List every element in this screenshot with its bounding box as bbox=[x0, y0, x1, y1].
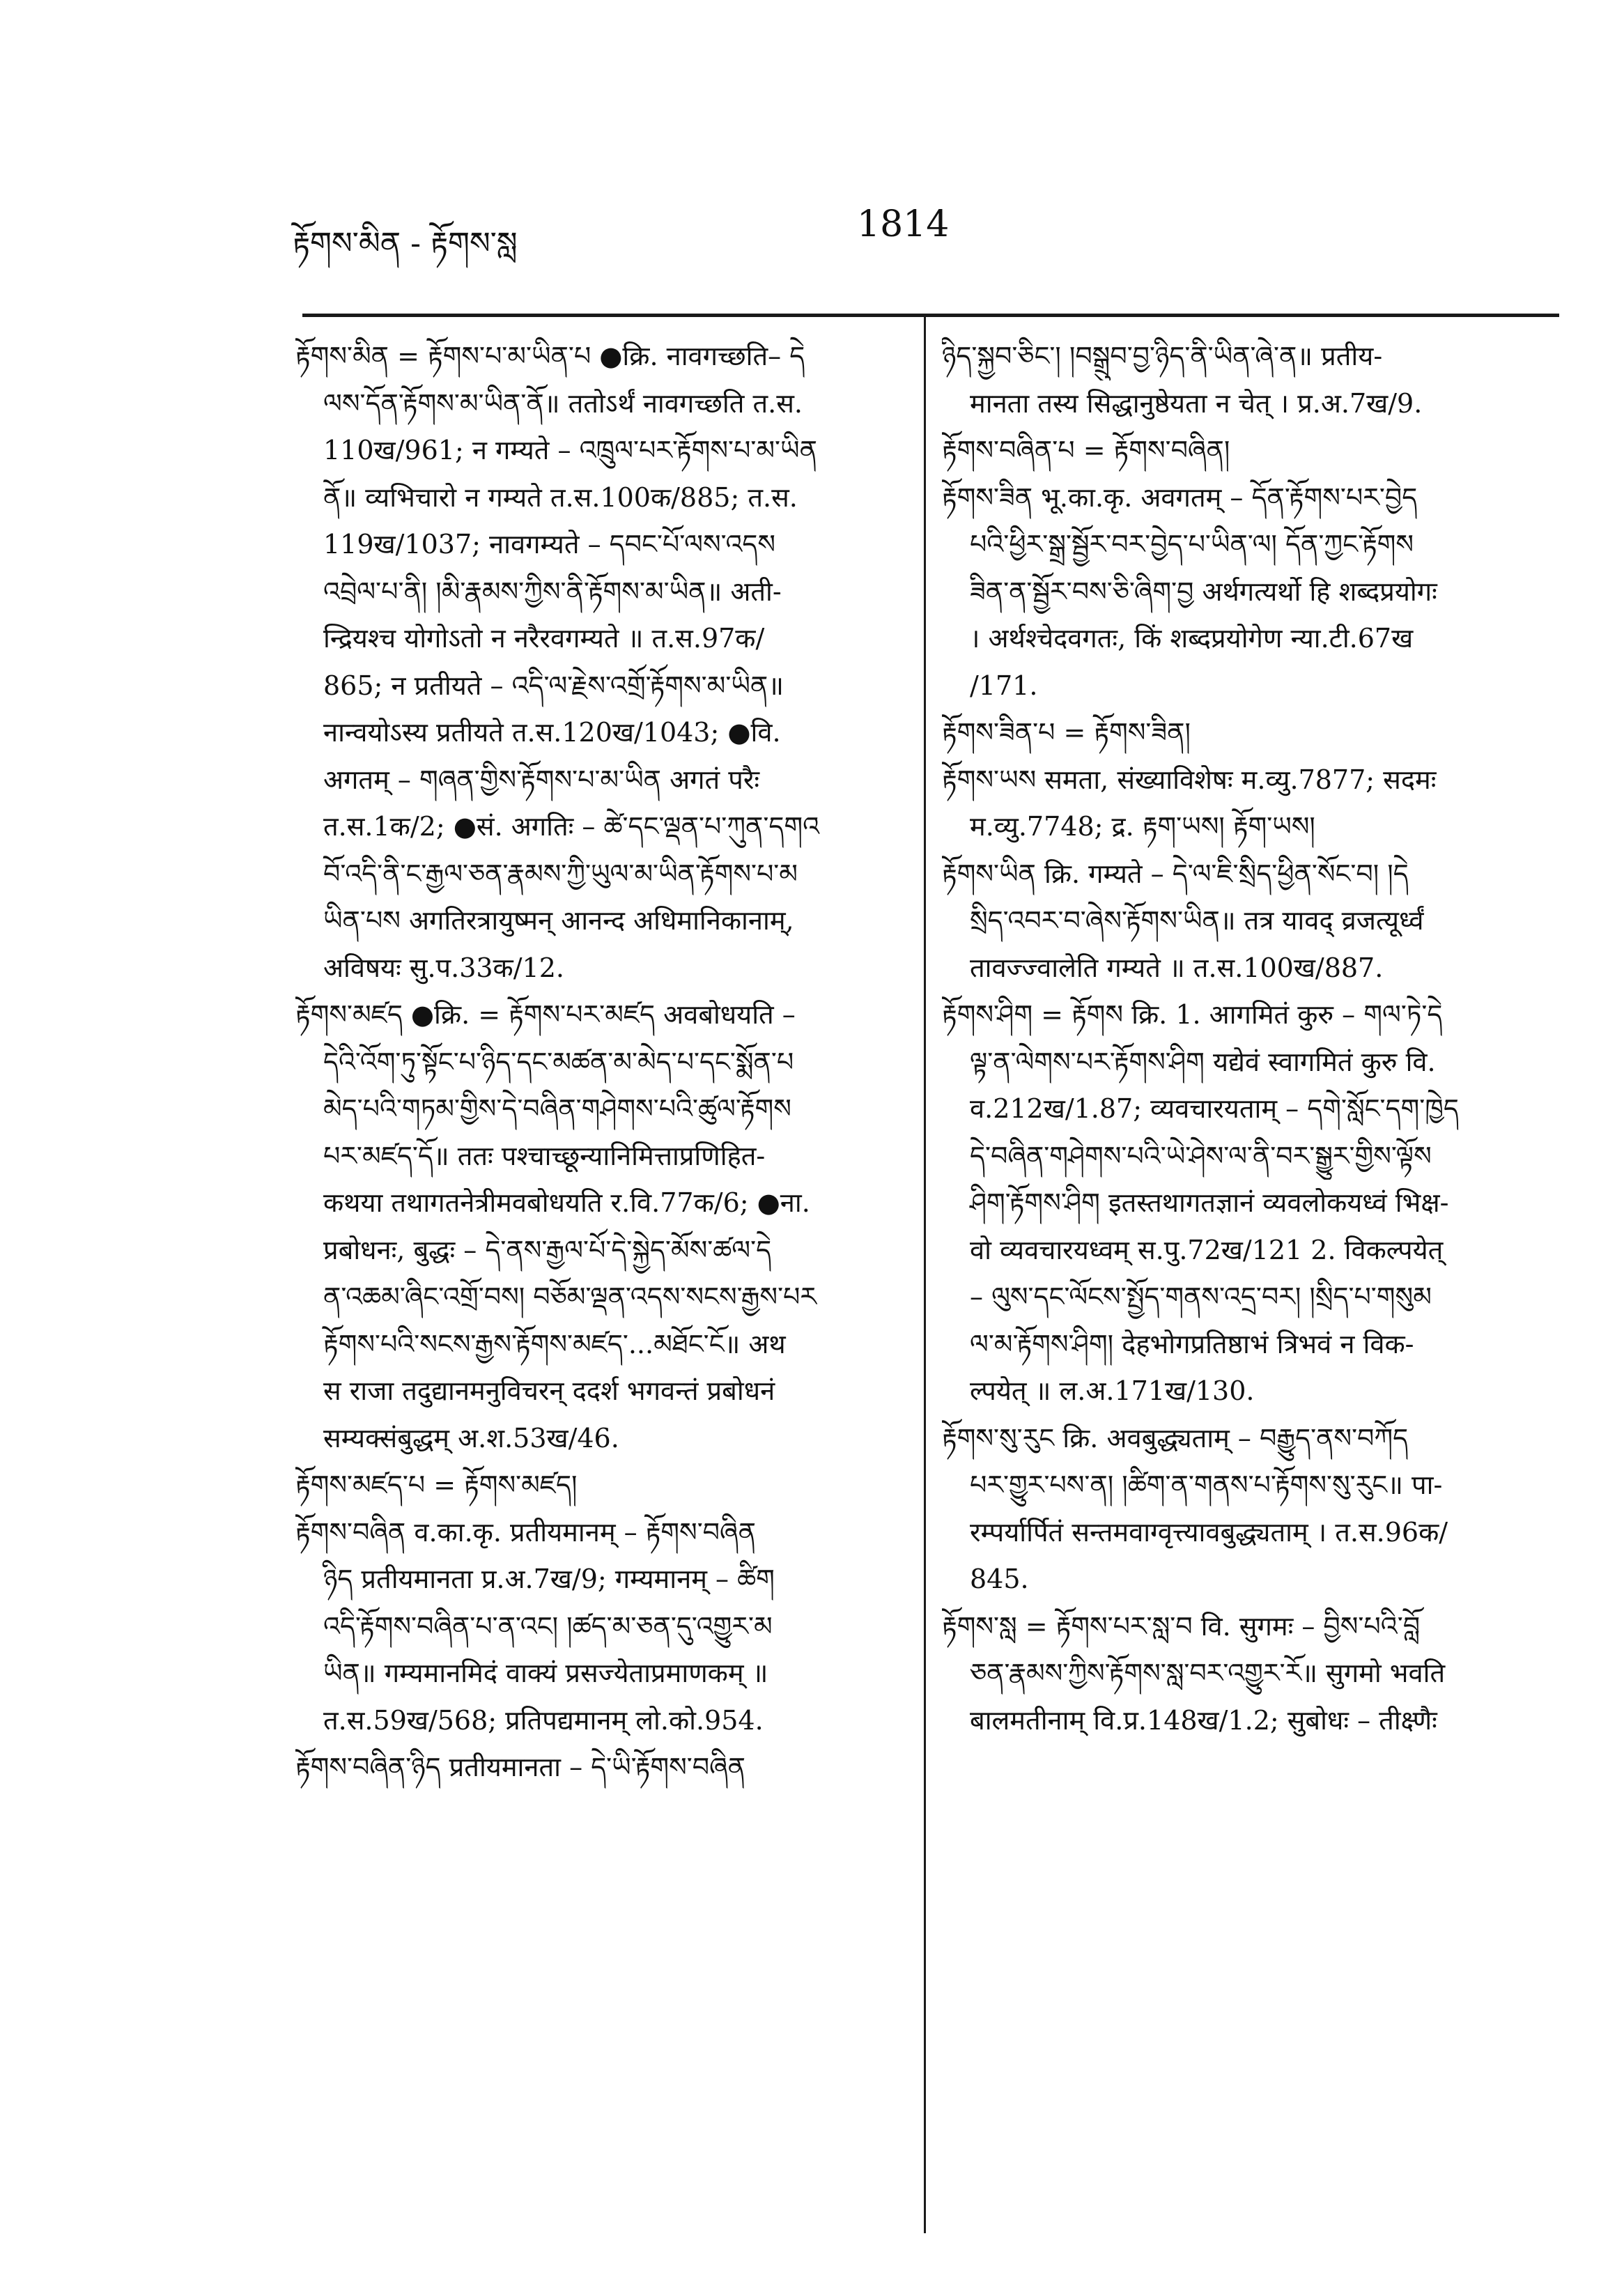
entry-line: प्रबोधनः, बुद्धः – དེ་ནས་རྒྱལ་པོ་དེ་སྐྱེད་མོས་ཚལ་དེ bbox=[323, 1234, 772, 1265]
entry-line: ལ་མ་རྟོགས་ཤིག། देहभोगप्रतिष्ठाभं त्रिभवं न विक- bbox=[970, 1328, 1414, 1359]
entry-line: वो व्यवचारयध्वम् स.पु.72ख/121 2. विकल्पयेत् bbox=[970, 1234, 1444, 1265]
entry-line: सम्यक्संबुद्धम् अ.श.53ख/46. bbox=[323, 1422, 619, 1454]
entry-line: ལྟ་ན་ལེགས་པར་རྟོགས་ཤིག यद्येवं स्वागमितं कुरु वि. bbox=[970, 1046, 1436, 1077]
entry-line: /171. bbox=[970, 670, 1038, 701]
entry-line: པའི་ཕྱིར་སྒྲ་སྦྱོར་བར་བྱེད་པ་ཡིན་ལ། དོན་ཀྱང་རྟོགས bbox=[970, 529, 1414, 560]
entry-headline: རྟོགས་ཤིག = རྟོགས क्रि. 1. आगमितं कुरु – གལ་ཏེ་དེ bbox=[942, 999, 1443, 1030]
entry-line: – ལུས་དང་ལོངས་སྤྱོད་གནས་འདྲ་བར། །སྲིད་པ་གསུམ bbox=[970, 1281, 1432, 1312]
column-divider bbox=[924, 317, 926, 2233]
dictionary-entry bbox=[942, 427, 1562, 475]
entry-line: तावज्ज्वालेति गम्यते ॥ त.स.100ख/887. bbox=[970, 952, 1384, 983]
entry-line: དེའི་འོག་ཏུ་སྟོང་པ་ཉིད་དང་མཚན་མ་མེད་པ་དང་སྨོན་པ bbox=[323, 1046, 794, 1077]
entry-line: ཡིན་པས अगतिरत्रायुष्मन् आनन्द अधिमानिकानाम्, bbox=[323, 905, 794, 936]
entry-line: དེ་བཞིན་གཤེགས་པའི་ཡེ་ཤེས་ལ་ནི་བར་སྒྱུར་གྱིས་ལྟོས bbox=[970, 1140, 1432, 1171]
entry-line: त.स.59ख/568; प्रतिपद्यमानम् लो.को.954. bbox=[323, 1704, 764, 1736]
dictionary-entry bbox=[942, 333, 1562, 427]
entry-line: म.व्यु.7748; द्र. རྟག་ཡས། རྟོག་ཡས། bbox=[970, 811, 1315, 842]
dictionary-entry bbox=[295, 1462, 908, 1509]
entry-line: འདི་རྟོགས་བཞིན་པ་ན་འང། །ཚད་མ་ཅན་དུ་འགྱུར་མ bbox=[323, 1610, 773, 1642]
entry-line: मानता तस्य सिद्धानुष्ठेयता न चेत् । प्र.अ.7ख/9. bbox=[970, 387, 1423, 419]
entry-line: ཟིན་ན་སྦྱོར་བས་ཅི་ཞིག་བྱ अर्थगत्यर्थो हि शब्दप्रयोगः bbox=[970, 576, 1437, 607]
entry-line: 845. bbox=[970, 1564, 1029, 1594]
entry-headline: རྟོགས་ཡིན क्रि. गम्यते – དེ་ལ་ཇི་སྲིད་ཕྱིན་སོང་བ། །དེ bbox=[942, 858, 1409, 889]
dictionary-entry bbox=[295, 992, 908, 1462]
entry-line: པར་མཛད་དོ॥ ततः पश्चाच्छून्यानिमित्ताप्रणिहित- bbox=[323, 1140, 766, 1171]
entry-line: 119ख/1037; नावगम्यते – དབང་པོ་ལས་འདས bbox=[323, 529, 776, 560]
entry-line: ཡིན॥ गम्यमानमिदं वाक्यं प्रसज्येताप्रमाणकम् ॥ bbox=[323, 1658, 768, 1688]
dictionary-entry bbox=[942, 709, 1562, 757]
entry-line: ཅན་རྣམས་ཀྱིས་རྟོགས་སླ་བར་འགྱུར་རོ॥ सुगमो भवति bbox=[970, 1658, 1446, 1688]
entry-headline: རྟོགས་ཟིན་པ = རྟོགས་ཟིན། bbox=[942, 717, 1191, 748]
entry-headline: རྟོགས་མིན = རྟོགས་པ་མ་ཡིན་པ ●क्रि. नावगच्छति– དེ bbox=[295, 341, 805, 371]
entry-line: ནོ॥ व्यभिचारो न गम्यते त.स.100क/885; त.स. bbox=[323, 481, 798, 513]
entry-line: མེད་པའི་གཏམ་གྱིས་དེ་བཞིན་གཤེགས་པའི་ཚུལ་རྟོགས bbox=[323, 1093, 791, 1124]
entry-line: ན་འཆམ་ཞིང་འགྲོ་བས། བཅོམ་ལྡན་འདས་སངས་རྒྱས་པར bbox=[323, 1281, 817, 1312]
entry-line: रम्पर्यार्पितं सन्तमवाग्वृत्त्यावबुद्ध्यताम् । त.स.96क/ bbox=[970, 1516, 1448, 1548]
dictionary-entry bbox=[942, 1415, 1562, 1603]
entry-line: अगतम् – གཞན་གྱིས་རྟོགས་པ་མ་ཡིན अगतं परैः bbox=[323, 764, 760, 795]
entry-line: ལས་དོན་རྟོགས་མ་ཡིན་ནོ॥ ततोऽर्थं नावगच्छति त.स. bbox=[323, 387, 803, 419]
entry-line: ཤིག་རྟོགས་ཤིག इतस्तथागतज्ञानं व्यवलोकयध्वं भिक्ष- bbox=[970, 1187, 1449, 1218]
entry-headline: རྟོགས་སུ་རུང क्रि. अवबुद्ध्यताम् – བརྒྱུད་ནས་བཀོད bbox=[942, 1422, 1409, 1454]
entry-line: बालमतीनाम् वि.प्र.148ख/1.2; सुबोधः – तीक्ष्णैः bbox=[970, 1704, 1437, 1736]
header-rule bbox=[302, 314, 1559, 317]
entry-line: स राजा तदुद्यानमनुविचरन् ददर्श भगवन्तं प्रबोधनं bbox=[323, 1375, 775, 1406]
dictionary-entry bbox=[942, 1603, 1562, 1745]
entry-line: ཉིད प्रतीयमानता प्र.अ.7ख/9; गम्यमानम् – ཚིག bbox=[323, 1564, 775, 1594]
entry-headline: རྟོགས་ཡས समता, संख्याविशेषः म.व्यु.7877; सदमः bbox=[942, 764, 1437, 795]
entry-headline: རྟོགས་བཞིན व.का.कृ. प्रतीयमानम् – རྟོགས་བཞིན bbox=[295, 1516, 756, 1548]
dictionary-entry bbox=[942, 757, 1562, 851]
dictionary-entry bbox=[295, 1744, 908, 1791]
entry-headline: རྟོགས་བཞིན་པ = རྟོགས་བཞིན། bbox=[942, 435, 1230, 465]
entry-line: བོ་འདི་ནི་ང་རྒྱལ་ཅན་རྣམས་ཀྱི་ཡུལ་མ་ཡིན་རྟོགས་པ་མ bbox=[323, 858, 798, 889]
entry-line: འབྲེལ་པ་ནི། །མི་རྣམས་ཀྱིས་ནི་རྟོགས་མ་ཡིན॥ अती- bbox=[323, 576, 782, 607]
dictionary-entry bbox=[942, 475, 1562, 710]
entry-line: अविषयः सु.प.33क/12. bbox=[323, 952, 564, 983]
left-column bbox=[295, 333, 908, 1791]
entry-headline: རྟོགས་ཟིན भू.का.कृ. अवगतम् – དོན་རྟོགས་པར་བྱེད bbox=[942, 481, 1418, 513]
entry-line: པར་གྱུར་པས་ན། །ཚིག་ན་གནས་པ་རྟོགས་སུ་རུང॥ पा- bbox=[970, 1470, 1443, 1500]
entry-line: । अर्थश्चेदवगतः, किं शब्दप्रयोगेण न्या.टी.67ख bbox=[970, 623, 1414, 654]
entry-line: ल्पयेत् ॥ ल.अ.171ख/130. bbox=[970, 1375, 1255, 1406]
entry-line: कथया तथागतनेत्रीमवबोधयति र.वि.77क/6; ●ना. bbox=[323, 1187, 810, 1218]
entry-line: नान्वयोऽस्य प्रतीयते त.स.120ख/1043; ●वि. bbox=[323, 717, 781, 748]
entry-line: སྲིད་འབར་བ་ཞེས་རྟོགས་ཡིན॥ तत्र यावद् व्रजत्यूर्ध्वं bbox=[970, 905, 1424, 936]
entry-line: 110ख/961; न गम्यते – འཁྲུལ་པར་རྟོགས་པ་མ་ཡིན bbox=[323, 435, 817, 465]
entry-headline: རྟོགས་བཞིན་ཉིད प्रतीयमानता – དེ་ཡི་རྟོགས་བཞིན bbox=[295, 1752, 746, 1782]
entry-line: ཉིད་སྐྱབ་ཅིང་། །བསྒྲུབ་བྱ་ཉིད་ནི་ཡིན་ཞེ་ན॥ प्रतीय- bbox=[942, 341, 1383, 371]
entry-headline: རྟོགས་མཛད ●क्रि. = རྟོགས་པར་མཛད अवबोधयति – bbox=[295, 999, 796, 1030]
dictionary-entry bbox=[942, 851, 1562, 992]
entry-line: 865; न प्रतीयते – འདི་ལ་རྗེས་འགྲོ་རྟོགས་མ་ཡིན॥ bbox=[323, 670, 784, 701]
entry-line: རྟོགས་པའི་སངས་རྒྱས་རྟོགས་མཛད་...མཐོང་ངོ॥ अथ bbox=[323, 1328, 786, 1359]
entry-headline: རྟོགས་སླ = རྟོགས་པར་སླ་བ वि. सुगमः – བྱིས་པའི་བློ bbox=[942, 1610, 1421, 1642]
entry-line: त.स.1क/2; ●सं. अगतिः – ཚེ་དང་ལྡན་པ་ཀུན་དགའ bbox=[323, 811, 820, 842]
running-head: རྟོགས་མིན - རྟོགས་སླ bbox=[293, 226, 518, 261]
entry-headline: རྟོགས་མཛད་པ = རྟོགས་མཛད། bbox=[295, 1470, 578, 1500]
dictionary-entry bbox=[942, 992, 1562, 1415]
entry-line: न्द्रियश्च योगोऽतो न नरैरवगम्यते ॥ त.स.97क/ bbox=[323, 623, 765, 654]
dictionary-entry bbox=[295, 1509, 908, 1745]
dictionary-entry bbox=[295, 333, 908, 992]
page-number: 1814 bbox=[857, 203, 950, 245]
right-column bbox=[942, 333, 1562, 1744]
entry-line: व.212ख/1.87; व्यवचारयताम् – དགེ་སློང་དག་ཁྱེད bbox=[970, 1093, 1459, 1124]
